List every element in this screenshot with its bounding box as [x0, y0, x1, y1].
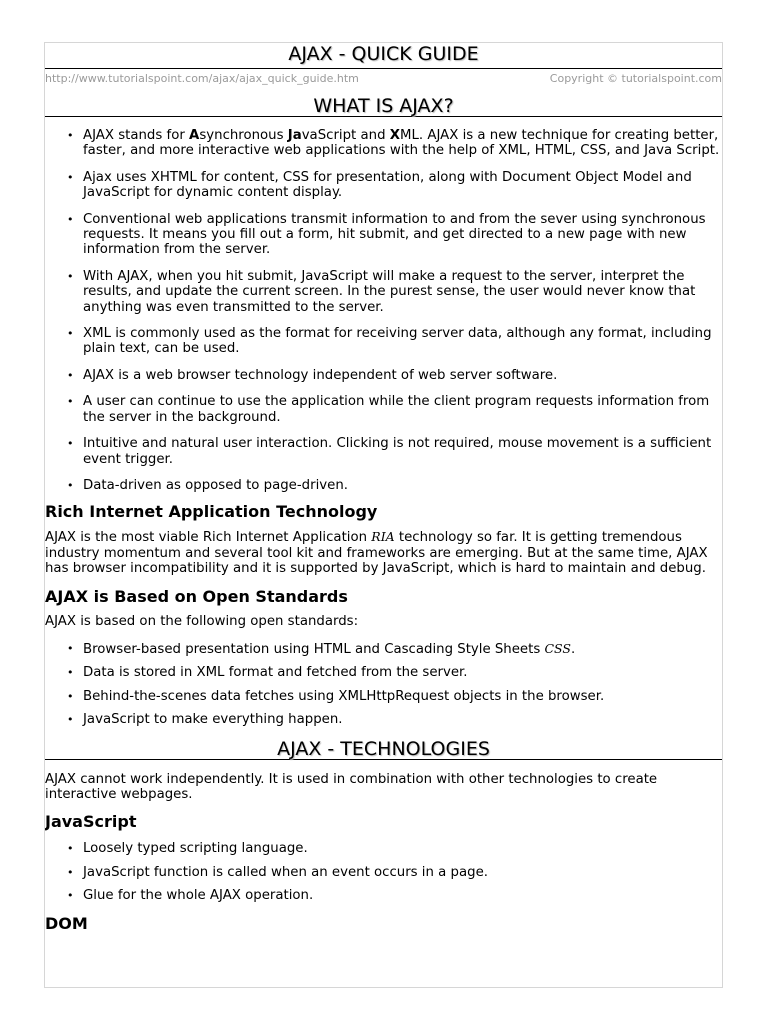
copyright-notice: Copyright © tutorialspoint.com: [549, 72, 722, 85]
section-title-technologies: AJAX - TECHNOLOGIES: [45, 732, 722, 760]
source-url[interactable]: http://www.tutorialspoint.com/ajax/ajax_quick_guide.htm: [45, 72, 359, 85]
list-item: • Behind-the-scenes data fetches using XMLHttpRequest objects in the browser.: [83, 689, 722, 704]
list-item: • XML is commonly used as the format for receiving server data, although any format, including plain text, can be used.: [83, 326, 722, 357]
list-item: • AJAX stands for Asynchronous JavaScript and XML. AJAX is a new technique for creating better, faster, and more interactive web applications with the help of XML, HTML, CSS, and Java Script.: [83, 128, 722, 159]
list-item: • AJAX is a web browser technology independent of web server software.: [83, 368, 722, 383]
ria-heading: Rich Internet Application Technology: [45, 502, 378, 522]
technologies-intro: AJAX cannot work independently. It is used in combination with other technologies to create interactive webpages.: [45, 771, 658, 802]
dom-heading: DOM: [45, 913, 88, 933]
ria-paragraph: AJAX is the most viable Rich Internet Application RIA technology so far. It is getting tremendous industry momentum and several tool kit and frameworks are emerging. But at the same time, AJAX has browser incompatibility and it is supported by JavaScript, which is hard to maintain and debug.: [45, 529, 708, 577]
open-standards-heading: AJAX is Based on Open Standards: [45, 586, 348, 606]
list-item: • Intuitive and natural user interaction. Clicking is not required, mouse movement is a sufficient event trigger.: [83, 436, 722, 467]
list-item: • Loosely typed scripting language.: [83, 841, 722, 856]
list-item: • Conventional web applications transmit information to and from the sever using synchronous requests. It means you fill out a form, hit submit, and get directed to a new page with new information from the server.: [83, 212, 722, 258]
list-item: • Ajax uses XHTML for content, CSS for presentation, along with Document Object Model and JavaScript for dynamic content display.: [83, 170, 722, 201]
list-item: • Data is stored in XML format and fetched from the server.: [83, 665, 722, 680]
list-item: • JavaScript to make everything happen.: [83, 712, 722, 727]
open-standards-intro: AJAX is based on the following open standards:: [45, 613, 359, 629]
javascript-heading: JavaScript: [45, 812, 137, 832]
list-item: • With AJAX, when you hit submit, JavaScript will make a request to the server, interpret the results, and update the current screen. In the purest sense, the user would never know that anything was even transmitted to the server.: [83, 269, 722, 315]
list-item: • Browser-based presentation using HTML and Cascading Style Sheets CSS.: [83, 641, 722, 657]
page-meta: [45, 69, 722, 89]
list-item: • Glue for the whole AJAX operation.: [83, 888, 722, 903]
page-title: AJAX - QUICK GUIDE: [45, 43, 722, 69]
section-title-what-is-ajax: WHAT IS AJAX?: [45, 89, 722, 117]
list-item: • Data-driven as opposed to page-driven.: [83, 478, 722, 493]
javascript-list: [45, 841, 722, 903]
list-item: • A user can continue to use the application while the client program requests information from the server in the background.: [83, 394, 722, 425]
document-page: [44, 42, 723, 988]
list-item: • JavaScript function is called when an event occurs in a page.: [83, 865, 722, 880]
open-standards-list: [45, 641, 722, 728]
what-is-ajax-list: [45, 128, 722, 493]
